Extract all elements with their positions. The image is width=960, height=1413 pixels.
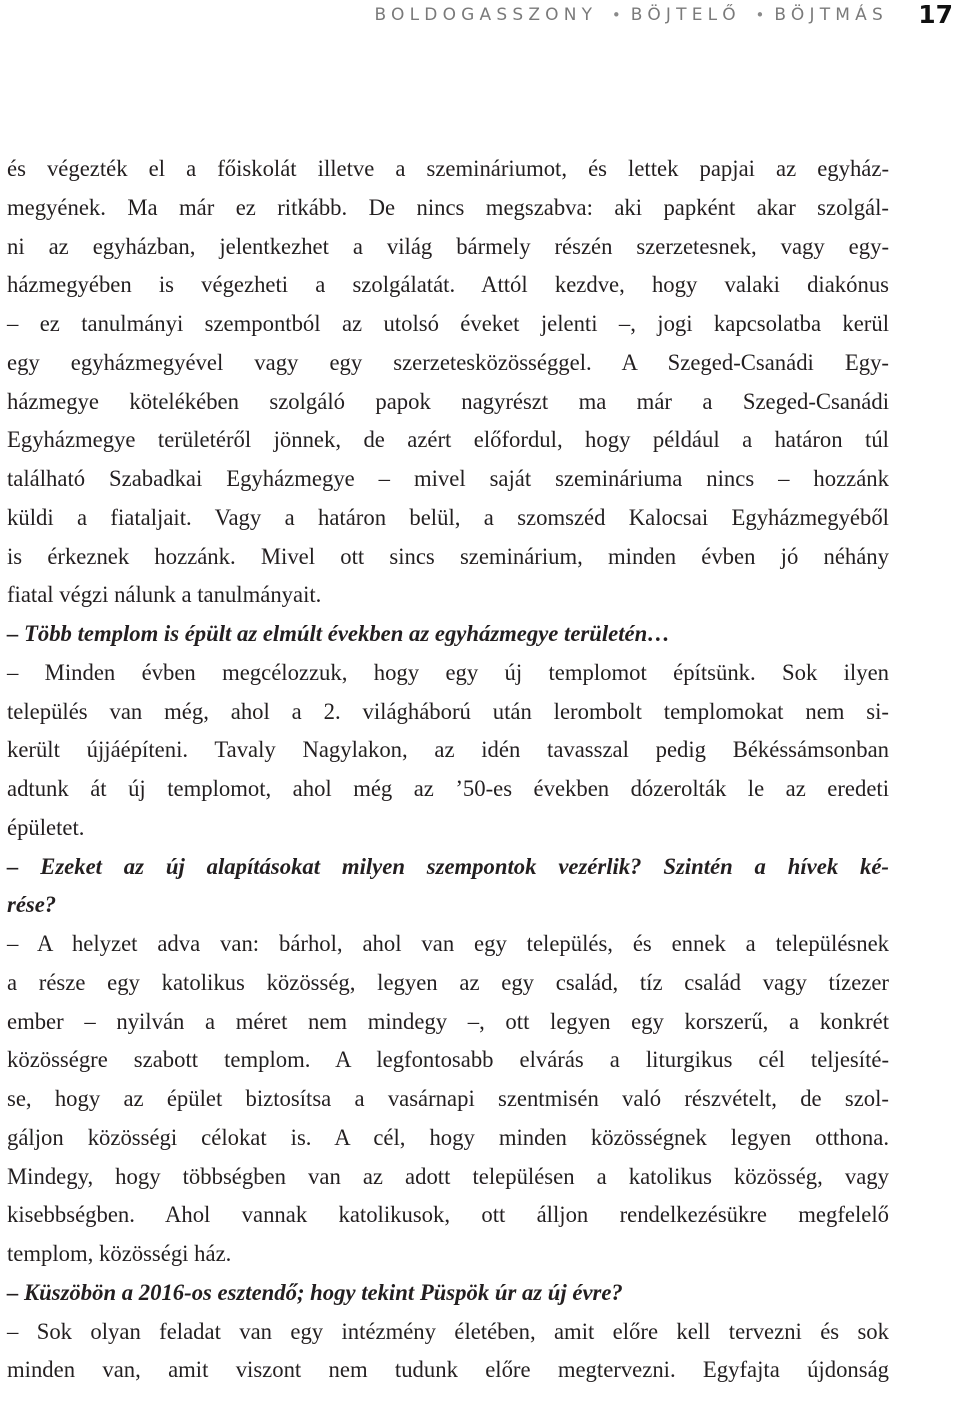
text-line: házmegyében is végezheti a szolgálatát. Attól kezdve, hogy valaki diakónus	[7, 272, 889, 298]
text-line: található Szabadkai Egyházmegye – mivel saját szemináriuma nincs – hozzánk	[7, 466, 889, 491]
bullet-separator-icon: •	[611, 6, 621, 24]
text-line: épületet.	[7, 814, 85, 840]
text-line: templom, közösségi ház.	[7, 1241, 232, 1266]
running-head-title-2: BÖJTELŐ	[630, 5, 741, 25]
text-line: se, hogy az épület biztosítsa a vasárnapi szentmisén való részvételt, de szol-	[7, 1086, 889, 1111]
page-header	[0, 0, 960, 40]
text-line: – Minden évben megcélozzuk, hogy egy új templomot építsünk. Sok ilyen	[7, 659, 889, 685]
text-line: Egyházmegye területéről jönnek, de azért előfordul, hogy például a határon túl	[7, 427, 889, 453]
text-line: Mindegy, hogy többségben van az adott településen a katolikus közösség, vagy	[7, 1163, 889, 1189]
text-line: település van még, ahol a 2. világháború után lerombolt templomokat nem si-	[7, 698, 889, 724]
body-text	[7, 150, 889, 1390]
text-line: – A helyzet adva van: bárhol, ahol van egy település, és ennek a településnek	[7, 931, 889, 956]
text-line: ni az egyházban, jelentkezhet a világ bármely részén szerzetesnek, vagy egy-	[7, 233, 889, 259]
question-line: – Ezeket az új alapításokat milyen szempontok vezérlik? Szintén a hívek ké-	[7, 853, 889, 879]
text-line: – ez tanulmányi szempontból az utolsó éveket jelenti –, jogi kapcsolatba kerül	[7, 311, 889, 336]
text-line: fiatal végzi nálunk a tanulmányait.	[7, 582, 322, 608]
question-line: – Több templom is épült az elmúlt években az egyházmegye területén…	[7, 621, 670, 646]
question-line: – Küszöbön a 2016-os esztendő; hogy tekint Püspök úr az új évre?	[7, 1279, 623, 1305]
running-head-title-1: BOLDOGASSZONY	[374, 5, 598, 25]
text-line: is érkeznek hozzánk. Mivel ott sincs szeminárium, minden évben jó néhány	[7, 543, 889, 569]
text-line: minden van, amit viszont nem tudunk előre megtervezni. Egyfajta újdonság	[7, 1357, 889, 1383]
text-line: küldi a fiataljait. Vagy a határon belül, a szomszéd Kalocsai Egyházmegyéből	[7, 504, 889, 530]
text-line: – Sok olyan feladat van egy intézmény életében, amit előre kell tervezni és sok	[7, 1318, 889, 1344]
text-line: közösségre szabott templom. A legfontosabb elvárás a liturgikus cél teljesíté-	[7, 1047, 889, 1073]
text-line: kisebbségben. Ahol vannak katolikusok, ott álljon rendelkezésükre megfelelő	[7, 1202, 889, 1228]
bullet-separator-icon: •	[755, 6, 765, 24]
text-line: gáljon közösségi célokat is. A cél, hogy minden közösségnek legyen otthona.	[7, 1124, 889, 1150]
text-line: a része egy katolikus közösség, legyen az egy család, tíz család vagy tízezer	[7, 969, 889, 995]
running-head-title-3: BÖJTMÁS	[774, 5, 888, 25]
text-line: megyének. Ma már ez ritkább. De nincs megszabva: aki papként akar szolgál-	[7, 194, 889, 220]
text-line: egy egyházmegyével vagy egy szerzetesközösséggel. A Szeged-Csanádi Egy-	[7, 349, 889, 375]
text-line: házmegye kötelékében szolgáló papok nagyrészt ma már a Szeged-Csanádi	[7, 388, 889, 414]
text-line: került újjáépíteni. Tavaly Nagylakon, az idén tavasszal pedig Békéssámsonban	[7, 737, 889, 763]
running-head	[374, 4, 888, 26]
page-number: 17	[918, 0, 953, 29]
text-line: adtunk át új templomot, ahol még az ’50-es években dózerolták le az eredeti	[7, 776, 889, 801]
text-line: ember – nyilván a méret nem mindegy –, ott legyen egy korszerű, a konkrét	[7, 1008, 889, 1034]
text-line: és végezték el a főiskolát illetve a szemináriumot, és lettek papjai az egyház-	[7, 156, 889, 181]
question-line: rése?	[7, 892, 57, 918]
